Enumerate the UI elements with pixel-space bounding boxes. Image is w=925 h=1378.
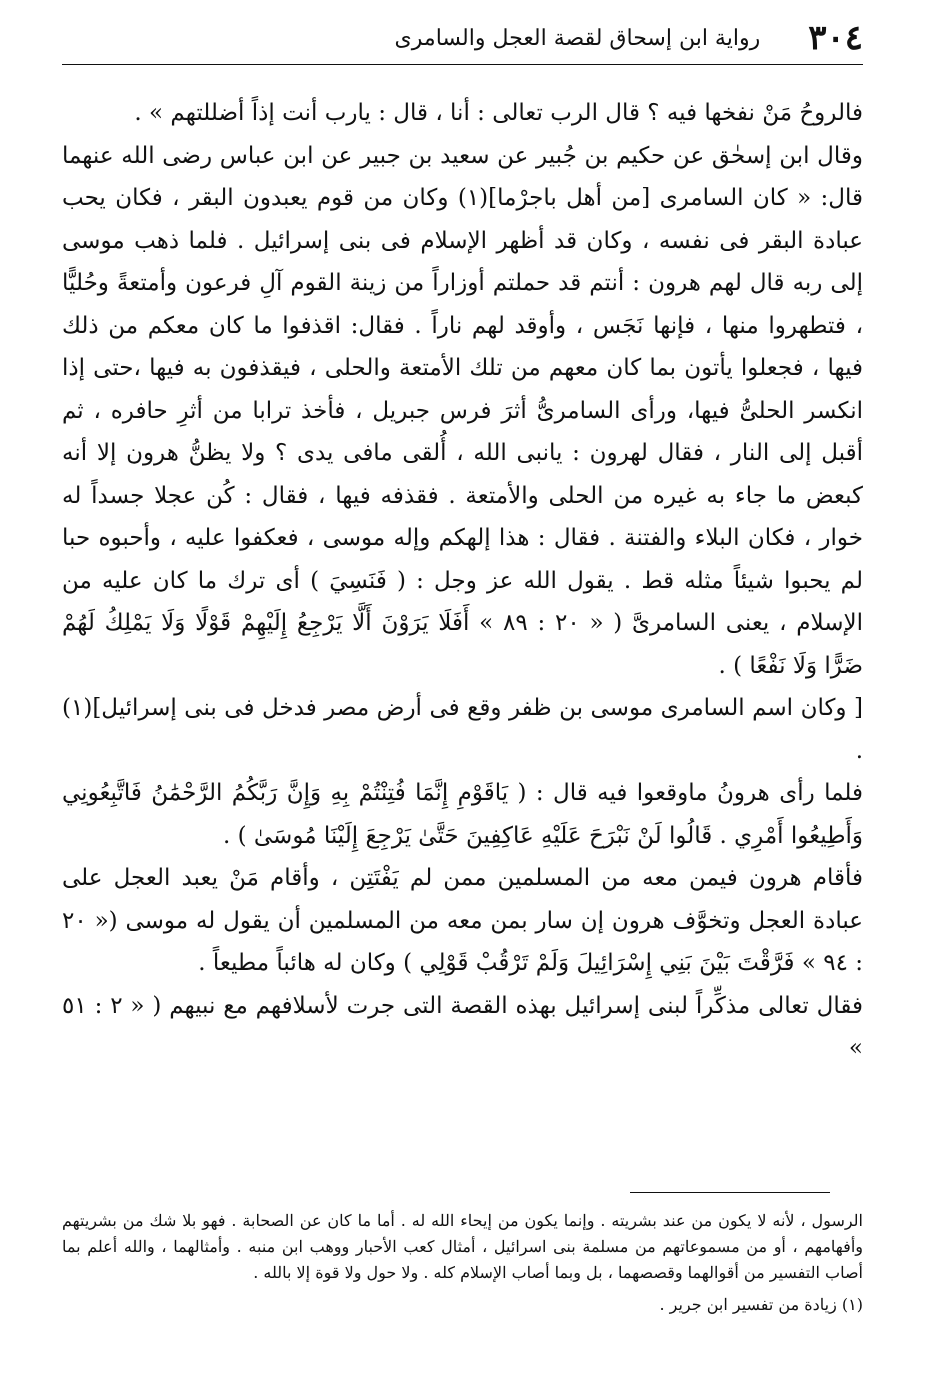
paragraph: فلما رأى هرونُ ماوقعوا فيه قال : ( يَاقَوْمِ إِنَّمَا فُتِنْتُمْ بِهِ وَإِنَّ رَبَّكُمُ الرَّحْمَٰنُ فَاتَّبِعُونِي وَأَطِيعُوا أَمْرِي . قَالُوا لَنْ نَبْرَحَ عَلَيْهِ عَاكِفِينَ حَتَّىٰ يَرْجِعَ إِلَيْنَا مُوسَىٰ ) . xyxy=(62,780,863,849)
paragraph: [ وكان اسم السامرى موسى بن ظفر وقع فى أرض مصر فدخل فى بنى إسرائيل](١) . xyxy=(62,695,863,764)
footnote-continued: الرسول ، لأنه لا يكون من عند بشريته . وإنما يكون من إيحاء الله له . أما ما كان عن الصحابة . فهو بلا شك من بشريتهم وأفهامهم ، أو من مسموعاتهم من مسلمة بنى اسرائيل ، أمثال كعب الأحبار ووهب ابن منبه . وأمثالهما ، والله أعلم بما أصاب التفسير من أقوالهما وقصصهما ، بل وبما أصاب الإسلام كله . ولا حول ولا قوة إلا بالله . xyxy=(62,1211,864,1282)
paragraph: فالروحُ مَنْ نفخها فيه ؟ قال الرب تعالى : أنا ، قال : يارب أنت إذاً أضللتهم » . xyxy=(134,100,863,126)
paragraph: فقال تعالى مذكِّراً لبنى إسرائيل بهذه القصة التى جرت لأسلافهم مع نبيهم ( « ٢ : ٥١ » xyxy=(62,992,864,1061)
page-header xyxy=(62,14,863,62)
main-text xyxy=(62,92,863,1070)
footnotes xyxy=(62,1208,863,1318)
paragraph: فأقام هرون فيمن معه من المسلمين ممن لم يَفْتَتِن ، وأقام مَنْ يعبد العجل على عبادة العجل وتخوَّف هرون إن سار بمن معه من المسلمين أن يقول له موسى (« ٢٠ : ٩٤ » فَرَّقْتَ بَيْنَ بَنِي إِسْرَائِيلَ وَلَمْ تَرْقُبْ قَوْلِي ) وكان له هائباً مطيعاً . xyxy=(62,865,863,976)
page-number: ٣٠٤ xyxy=(808,18,863,58)
footnote-1: (١) زيادة من تفسير ابن جرير . xyxy=(659,1295,863,1314)
footnote-divider xyxy=(630,1192,830,1193)
paragraph: وقال ابن إسحٰق عن حكيم بن جُبير عن سعيد بن جبير عن ابن عباس رضى الله عنهما قال: « كان السامرى [من أهل باجرْما](١) وكان من قوم يعبدون البقر ، فكان يحب عبادة البقر فى نفسه ، وكان قد أظهر الإسلام فى بنى إسرائيل . فلما ذهب موسى إلى ربه قال لهم هرون : أنتم قد حملتم أوزاراً من زينة القوم آلِ فرعون وأمتعةً وحُليًّا ، فتطهروا منها ، فإنها نَجَس ، وأوقد لهم ناراً . فقال: اقذفوا ما كان معكم من ذلك فيها ، فجعلوا يأتون بما كان معهم من تلك الأمتعة والحلى ، فيقذفون به فيها ،حتى إذا انكسر الحلىُّ فيها، ورأى السامرىُّ أثرَ فرس جبريل ، فأخذ ترابا من أثرِ حافره ، ثم أقبل إلى النار ، فقال لهرون : يانبى الله ، أُلقى مافى يدى ؟ ولا يظنُّ هرون إلا أنه كبعض ما جاء به غيره من الحلى والأمتعة . فقذفه فيها ، فقال : كُن عجلا جسداً له خوار ، فكان البلاء والفتنة . فقال : هذا إلهكم وإله موسى ، فعكفوا عليه ، وأحبوه حبا لم يحبوا شيئاً مثله قط . يقول الله عز وجل : ( فَنَسِيَ ) أى ترك ما كان عليه من الإسلام ، يعنى السامرىَّ ( « ٢٠ : ٨٩ » أَفَلَا يَرَوْنَ أَلَّا يَرْجِعُ إِلَيْهِمْ قَوْلًا وَلَا يَمْلِكُ لَهُمْ ضَرًّا وَلَا نَفْعًا ) . xyxy=(62,142,864,679)
header-divider xyxy=(62,64,863,65)
running-title: رواية ابن إسحاق لقصة العجل والسامرى xyxy=(394,25,761,51)
